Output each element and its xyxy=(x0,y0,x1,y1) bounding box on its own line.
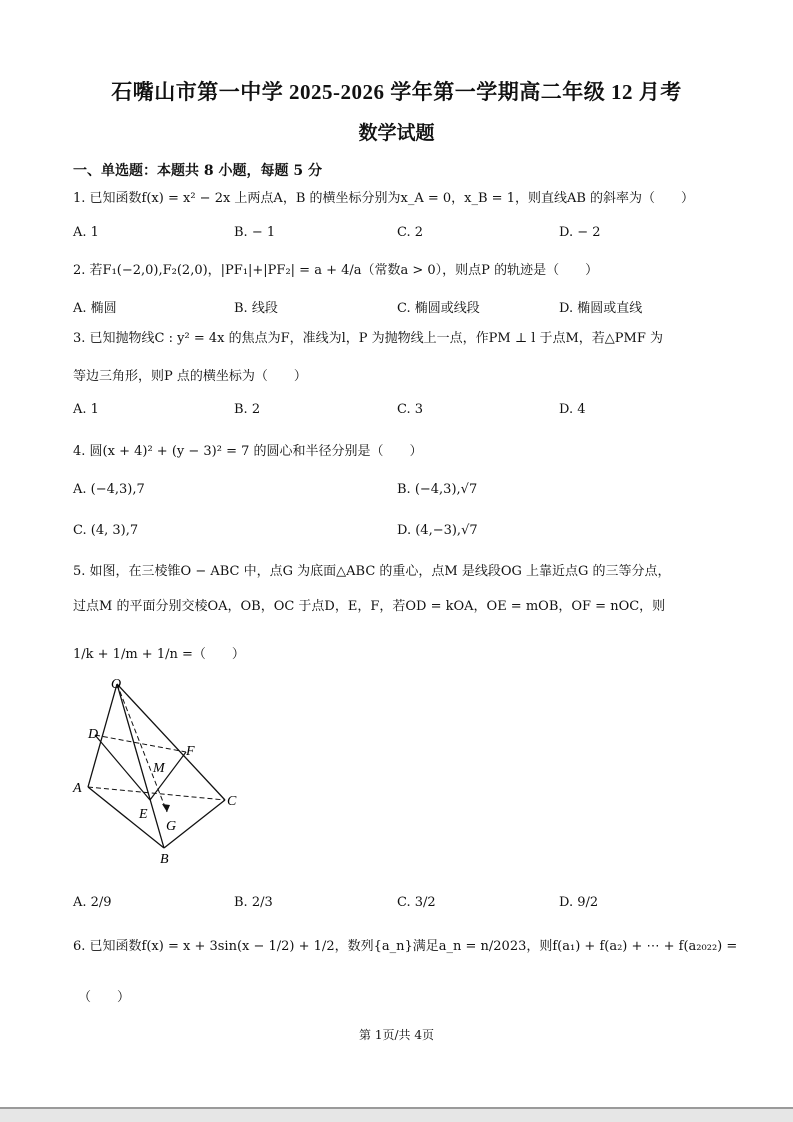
option-d: D. 4 xyxy=(559,402,586,417)
option-b: B. 2 xyxy=(234,402,261,417)
question-2 xyxy=(73,262,598,280)
option-d: D. 椭圆或直线 xyxy=(559,301,643,316)
label-e: E xyxy=(139,807,148,822)
question-number: 3. xyxy=(73,331,86,346)
question-stem-line1: 已知抛物线C : y² = 4x 的焦点为F，准线为l，P 为抛物线上一点，作PM ⊥ l 于点M，若△PMF 为 xyxy=(89,331,664,346)
option-d: D. − 2 xyxy=(559,225,601,240)
question-number: 6. xyxy=(73,939,86,954)
label-b: B xyxy=(160,852,169,867)
answer-blank: （ ） xyxy=(78,990,131,1005)
edge-ac-hidden xyxy=(88,787,225,800)
exam-subtitle: 数学试题 xyxy=(358,122,435,144)
option-c: C. 3 xyxy=(397,402,424,417)
question-stem: 若F₁(−2,0),F₂(2,0)，|PF₁|+|PF₂| = a + 4/a（常数a > 0），则点P 的轨迹是（ ） xyxy=(89,263,599,278)
question-stem-line3: 1/k + 1/m + 1/n =（ ） xyxy=(73,647,245,662)
option-c: C. 椭圆或线段 xyxy=(397,301,480,316)
label-g: G xyxy=(166,819,177,834)
question-4 xyxy=(73,443,423,461)
option-c: C. (4, 3),7 xyxy=(73,523,139,538)
label-d: D xyxy=(88,727,99,742)
section-heading: 一、单选题：本题共 8 小题，每题 5 分 xyxy=(73,163,322,179)
question-stem-line1: 如图，在三棱锥O − ABC 中，点G 为底面△ABC 的重心，点M 是线段OG 上靠近点G 的三等分点， xyxy=(89,564,671,579)
option-a: A. 1 xyxy=(73,402,99,417)
question-1 xyxy=(73,190,694,208)
arrow-head xyxy=(162,804,170,812)
option-b: B. (−4,3),√7 xyxy=(397,482,478,497)
question-stem-line2: 等边三角形，则P 点的横坐标为（ ） xyxy=(73,369,307,384)
question-number: 5. xyxy=(73,564,86,579)
question-3 xyxy=(73,330,663,348)
option-a: A. (−4,3),7 xyxy=(73,482,145,497)
option-a: A. 2/9 xyxy=(73,895,112,910)
option-a: A. 椭圆 xyxy=(73,301,117,316)
option-b: B. 2/3 xyxy=(234,895,273,910)
label-a: A xyxy=(73,781,82,796)
option-b: B. − 1 xyxy=(234,225,276,240)
segment-og-hidden xyxy=(117,684,167,812)
option-d: D. (4,−3),√7 xyxy=(397,523,478,538)
bottom-scroll-shade xyxy=(0,1109,793,1122)
question-stem: 圆(x + 4)² + (y − 3)² = 7 的圆心和半径分别是（ ） xyxy=(89,444,423,459)
question-number: 4. xyxy=(73,444,86,459)
label-m: M xyxy=(153,761,165,776)
page-indicator: 第 1页/共 4页 xyxy=(359,1028,434,1042)
label-c: C xyxy=(227,794,237,809)
question-number: 2. xyxy=(73,263,86,278)
option-a: A. 1 xyxy=(73,225,99,240)
exam-title: 石嘴山市第一中学 2025-2026 学年第一学期高二年级 12 月考 xyxy=(111,80,682,104)
option-d: D. 9/2 xyxy=(559,895,599,910)
question-stem-line2: 过点M 的平面分别交棱OA，OB，OC 于点D，E，F，若OD = kOA，OE = mOB，OF = nOC，则 xyxy=(73,599,666,614)
label-f: F xyxy=(186,744,195,759)
option-c: C. 3/2 xyxy=(397,895,436,910)
question-6 xyxy=(73,938,737,956)
question-stem: 已知函数f(x) = x² − 2x 上两点A，B 的横坐标分别为x_A = 0，x_B = 1，则直线AB 的斜率为（ ） xyxy=(89,191,695,206)
question-number: 1. xyxy=(73,191,86,206)
pyramid-figure xyxy=(70,672,250,870)
question-5 xyxy=(73,563,671,581)
label-o: O xyxy=(111,677,122,692)
segment-ef xyxy=(150,752,186,800)
option-c: C. 2 xyxy=(397,225,424,240)
question-stem: 已知函数f(x) = x + 3sin(x − 1/2) + 1/2，数列{a_n}满足a_n = n/2023，则f(a₁) + f(a₂) + ⋯ + f(a₂₀₂₂) = xyxy=(89,939,738,954)
option-b: B. 线段 xyxy=(234,301,278,316)
